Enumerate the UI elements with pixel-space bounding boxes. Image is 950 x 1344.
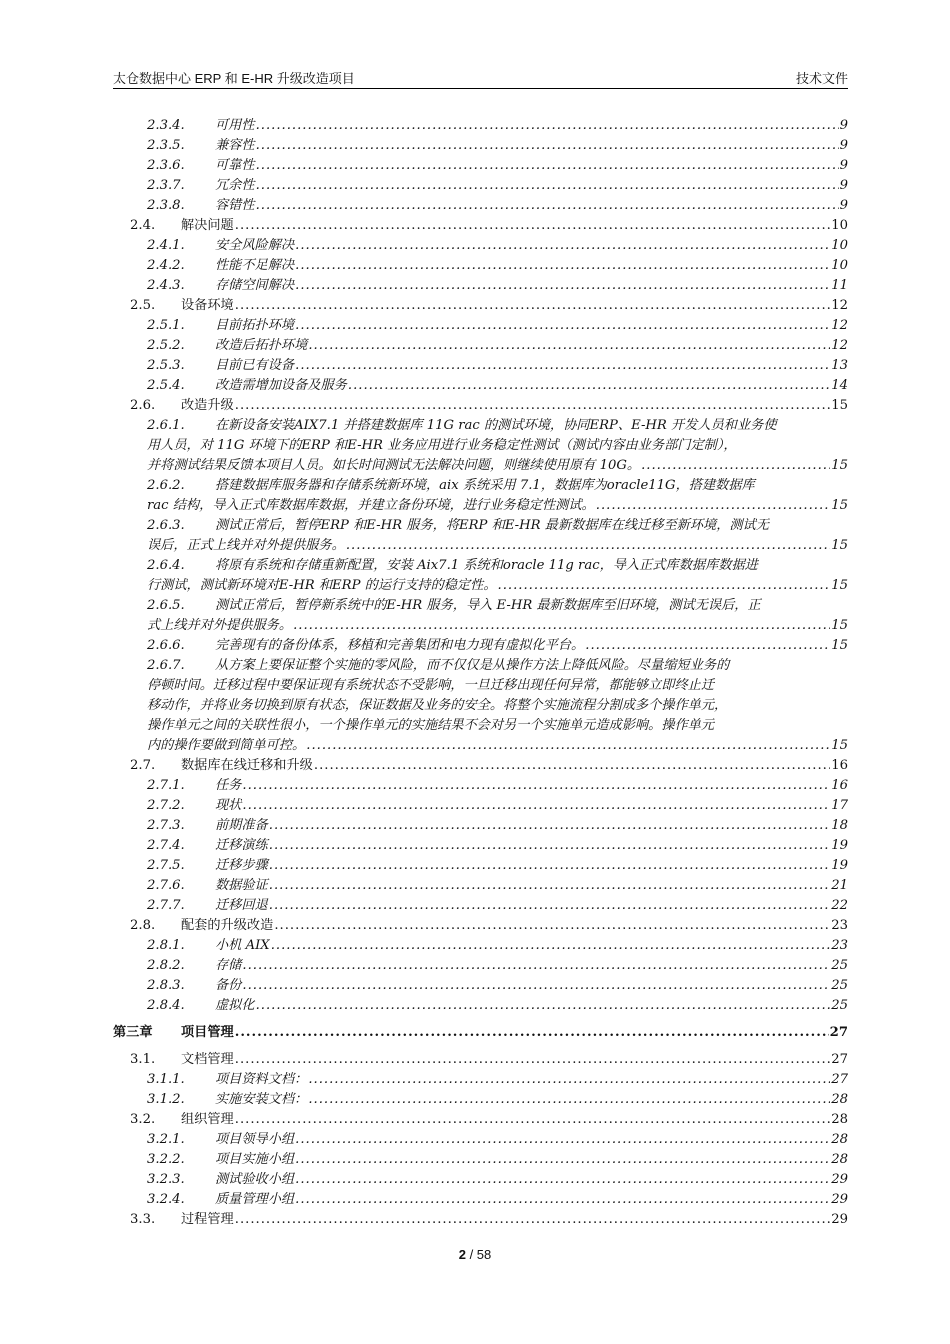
toc-entry-page: 25 <box>831 998 848 1013</box>
toc-entry-page: 28 <box>831 1112 848 1127</box>
toc-entry[interactable] <box>113 356 848 376</box>
page-number-total: 58 <box>476 1247 492 1262</box>
toc-leader-dots <box>256 156 839 176</box>
toc-leader-dots <box>256 116 839 136</box>
toc-entry[interactable] <box>113 1130 848 1150</box>
toc-entry-page: 28 <box>831 1132 848 1147</box>
toc-entry-number: 2.7.6. <box>147 878 185 893</box>
toc-entry-page: 15 <box>831 738 848 753</box>
toc-entry-page: 9 <box>839 198 848 213</box>
toc-entry-number: 2.6. <box>130 398 156 413</box>
toc-entry-title: 存储 <box>215 958 242 973</box>
toc-leader-dots <box>274 916 830 936</box>
toc-entry-page: 29 <box>831 1212 848 1227</box>
toc-entry-page: 17 <box>831 798 848 813</box>
toc-entry[interactable] <box>113 176 848 196</box>
toc-entry-number: 2.4.2. <box>147 258 185 273</box>
toc-entry-title-line: 将原有系统和存储重新配置，安装 Aix7.1 系统和oracle 11g rac，导入正式库数据库数据进 <box>215 558 758 573</box>
toc-entry-title: 前期准备 <box>215 818 268 833</box>
toc-leader-dots <box>295 1190 830 1210</box>
toc-entry-title-line: 在新设备安装AIX7.1 并搭建数据库 11G rac 的测试环境，协同ERP、E-HR 开发人员和业务使 <box>215 418 777 433</box>
toc-entry-page: 16 <box>831 778 848 793</box>
toc-leader-dots <box>348 376 830 396</box>
toc-leader-dots <box>314 756 830 776</box>
toc-entry-title: 虚拟化 <box>215 998 255 1013</box>
toc-entry-title: 存储空间解决 <box>215 278 295 293</box>
toc-entry-number: 2.3.8. <box>147 198 185 213</box>
toc-leader-dots <box>295 1150 830 1170</box>
toc-leader-dots <box>585 636 830 656</box>
toc-entry-page: 19 <box>831 838 848 853</box>
toc-entry-page: 9 <box>839 158 848 173</box>
toc-leader-dots <box>235 296 830 316</box>
toc-entry[interactable] <box>113 596 848 636</box>
toc-leader-dots <box>256 136 839 156</box>
toc-entry-number: 2.3.5. <box>147 138 185 153</box>
toc-entry-number: 2.6.5. <box>147 598 185 613</box>
toc-leader-dots <box>271 936 831 956</box>
toc-leader-dots <box>256 176 839 196</box>
toc-entry-title: 迁移回退 <box>215 898 268 913</box>
toc-entry-title: 测试验收小组 <box>215 1172 295 1187</box>
toc-entry-title: 项目管理 <box>181 1025 234 1040</box>
toc-entry-page: 14 <box>831 378 848 393</box>
toc-entry[interactable] <box>113 916 848 936</box>
toc-leader-dots <box>269 876 830 896</box>
toc-entry[interactable] <box>113 116 848 136</box>
toc-leader-dots <box>269 816 830 836</box>
toc-entry-title: 改造升级 <box>181 398 234 413</box>
toc-entry-title: 项目实施小组 <box>215 1152 295 1167</box>
toc-entry-page: 23 <box>831 938 848 953</box>
toc-entry[interactable] <box>113 156 848 176</box>
toc-entry[interactable] <box>113 996 848 1016</box>
toc-entry-number: 2.8.4. <box>147 998 185 1013</box>
toc-entry-title: 实施安装文档： <box>215 1092 308 1107</box>
toc-entry-number: 3.2.3. <box>147 1172 185 1187</box>
toc-entry[interactable] <box>113 1023 848 1043</box>
toc-leader-dots <box>308 336 830 356</box>
toc-entry-title: 冗余性 <box>215 178 255 193</box>
toc-leader-dots <box>235 1023 829 1043</box>
toc-entry-title: 改造需增加设备及服务 <box>215 378 347 393</box>
toc-entry-number: 3.1.2. <box>147 1092 185 1107</box>
toc-entry[interactable] <box>113 1090 848 1110</box>
toc-leader-dots <box>242 776 830 796</box>
toc-entry-page: 27 <box>829 1025 848 1040</box>
page-number-separator: / <box>465 1247 477 1262</box>
toc-entry-number: 3.1. <box>130 1052 156 1067</box>
toc-entry-title: 现状 <box>215 798 242 813</box>
toc-entry-number: 2.7.5. <box>147 858 185 873</box>
toc-leader-dots <box>256 996 831 1016</box>
toc-leader-dots <box>641 456 830 476</box>
toc-entry[interactable] <box>113 296 848 316</box>
toc-entry[interactable] <box>113 896 848 916</box>
toc-entry[interactable] <box>113 656 848 756</box>
toc-entry-title: 解决问题 <box>181 218 234 233</box>
toc-entry-page: 27 <box>831 1072 848 1087</box>
page-number-current: 2 <box>458 1247 466 1262</box>
toc-leader-dots <box>242 976 830 996</box>
toc-entry-title: 容错性 <box>215 198 255 213</box>
toc-entry[interactable] <box>113 836 848 856</box>
toc-entry-number: 2.5.4. <box>147 378 185 393</box>
toc-entry-number: 2.5.2. <box>147 338 185 353</box>
toc-leader-dots <box>235 1050 830 1070</box>
toc-entry-page: 9 <box>839 118 848 133</box>
toc-leader-dots <box>498 576 831 596</box>
toc-entry-number: 2.6.6. <box>147 638 185 653</box>
toc-entry-title-line: rac 结构，导入正式库数据库数据，并建立备份环境，进行业务稳定性测试。 <box>147 498 595 513</box>
toc-entry-title: 安全风险解决 <box>215 238 295 253</box>
toc-entry-number: 2.6.7. <box>147 658 185 673</box>
toc-entry[interactable] <box>113 256 848 276</box>
toc-entry[interactable] <box>113 216 848 236</box>
toc-entry-number: 2.8.2. <box>147 958 185 973</box>
toc-entry-number: 2.7.4. <box>147 838 185 853</box>
toc-entry[interactable] <box>113 1170 848 1190</box>
toc-leader-dots <box>295 356 830 376</box>
toc-entry-title: 组织管理 <box>181 1112 234 1127</box>
toc-entry-title: 完善现有的备份体系，移植和完善集团和电力现有虚拟化平台。 <box>215 638 585 653</box>
toc-entry[interactable] <box>113 1190 848 1210</box>
toc-entry[interactable] <box>113 1150 848 1170</box>
toc-entry-title: 可靠性 <box>215 158 255 173</box>
toc-leader-dots <box>235 1110 830 1130</box>
toc-entry-title: 可用性 <box>215 118 255 133</box>
toc-entry-title-line: 移动作，并将业务切换到原有状态，保证数据及业务的安全。将整个实施流程分割成多个操作单元， <box>147 698 728 713</box>
toc-entry[interactable] <box>113 1070 848 1090</box>
toc-entry[interactable] <box>113 936 848 956</box>
toc-entry-page: 9 <box>839 138 848 153</box>
toc-entry-page: 15 <box>831 618 848 633</box>
toc-entry-title: 项目资料文档： <box>215 1072 308 1087</box>
toc-entry-title-line: 内的操作要做到简单可控。 <box>147 738 306 753</box>
toc-entry-page: 18 <box>831 818 848 833</box>
header-doc-type: 技术文件 <box>795 71 848 86</box>
toc-entry[interactable] <box>113 1110 848 1130</box>
toc-entry[interactable] <box>113 316 848 336</box>
toc-entry[interactable] <box>113 636 848 656</box>
toc-entry-page: 10 <box>831 258 848 273</box>
toc-entry-page: 28 <box>831 1092 848 1107</box>
toc-entry-title: 改造后拓扑环境 <box>215 338 308 353</box>
toc-entry-page: 25 <box>831 978 848 993</box>
toc-entry-number: 2.4.3. <box>147 278 185 293</box>
toc-leader-dots <box>295 256 830 276</box>
toc-entry[interactable] <box>113 376 848 396</box>
toc-leader-dots <box>295 1170 830 1190</box>
toc-entry-page: 15 <box>831 578 848 593</box>
toc-entry-title: 迁移步骤 <box>215 858 268 873</box>
toc-entry[interactable] <box>113 196 848 216</box>
toc-leader-dots <box>295 1130 830 1150</box>
toc-entry-page: 13 <box>831 358 848 373</box>
toc-entry-page: 22 <box>831 898 848 913</box>
toc-leader-dots <box>295 276 830 296</box>
toc-entry-title: 设备环境 <box>181 298 234 313</box>
toc-entry[interactable] <box>113 856 848 876</box>
toc-entry-title: 过程管理 <box>181 1212 234 1227</box>
toc-entry-title: 配套的升级改造 <box>181 918 274 933</box>
toc-entry-page: 12 <box>831 298 848 313</box>
toc-leader-dots <box>346 536 830 556</box>
toc-entry-number: 2.8.1. <box>147 938 185 953</box>
toc-entry-number: 3.2.1. <box>147 1132 185 1147</box>
toc-entry-title-line: 停顿时间。迁移过程中要保证现有系统状态不受影响，一旦迁移出现任何异常，都能够立即终止迁 <box>147 678 715 693</box>
toc-entry-title-line: 操作单元之间的关联性很小，一个操作单元的实施结果不会对另一个实施单元造成影响。操作单元 <box>147 718 715 733</box>
toc-entry-page: 12 <box>831 318 848 333</box>
toc-entry-number: 第三章 <box>113 1025 153 1040</box>
toc-entry-title: 数据库在线迁移和升级 <box>181 758 313 773</box>
toc-entry[interactable] <box>113 876 848 896</box>
toc-entry-title: 质量管理小组 <box>215 1192 295 1207</box>
toc-leader-dots <box>256 196 839 216</box>
toc-entry-number: 2.6.2. <box>147 478 185 493</box>
page-header <box>113 66 848 89</box>
toc-entry-title: 小机 AIX <box>215 938 270 953</box>
toc-entry-page: 12 <box>831 338 848 353</box>
toc-entry-title-line: 用人员，对 11G 环境下的ERP 和E-HR 业务应用进行业务稳定性测试（测试内容由业务部门定制）， <box>147 438 737 453</box>
toc-entry-page: 16 <box>831 758 848 773</box>
toc-entry-page: 15 <box>831 498 848 513</box>
toc-entry-page: 19 <box>831 858 848 873</box>
toc-entry-number: 2.3.6. <box>147 158 185 173</box>
toc-entry-title: 文档管理 <box>181 1052 234 1067</box>
toc-entry-title-line: 搭建数据库服务器和存储系统新环境，aix 系统采用 7.1，数据库为oracle11G，搭建数据库 <box>215 478 755 493</box>
toc-leader-dots <box>293 616 830 636</box>
toc-leader-dots <box>306 736 830 756</box>
toc-entry-page: 29 <box>831 1192 848 1207</box>
toc-entry-number: 3.3. <box>130 1212 156 1227</box>
toc-entry-page: 15 <box>831 538 848 553</box>
toc-entry-number: 2.8.3. <box>147 978 185 993</box>
toc-entry[interactable] <box>113 516 848 556</box>
toc-entry[interactable] <box>113 416 848 476</box>
toc-entry-title-line: 测试正常后，暂停ERP 和E-HR 服务，将ERP 和E-HR 最新数据库在线迁移至新环境，测试无 <box>215 518 769 533</box>
toc-entry-title-line: 从方案上要保证整个实施的零风险，而不仅仅是从操作方法上降低风险。尽量缩短业务的 <box>215 658 730 673</box>
header-project-title: 太仓数据中心 ERP 和 E-HR 升级改造项目 <box>113 71 355 86</box>
toc-entry-number: 2.6.3. <box>147 518 185 533</box>
toc-entry-page: 15 <box>831 638 848 653</box>
toc-entry-number: 2.7.1. <box>147 778 185 793</box>
toc-entry[interactable] <box>113 796 848 816</box>
toc-entry[interactable] <box>113 136 848 156</box>
toc-entry-title-line: 行测试，测试新环境对E-HR 和ERP 的运行支持的稳定性。 <box>147 578 497 593</box>
toc-entry-page: 10 <box>831 218 848 233</box>
toc-entry-title-line: 式上线并对外提供服务。 <box>147 618 293 633</box>
toc-entry-number: 2.7.2. <box>147 798 185 813</box>
toc-entry-page: 29 <box>831 1172 848 1187</box>
toc-entry[interactable] <box>113 956 848 976</box>
toc-entry-title: 目前拓扑环境 <box>215 318 295 333</box>
toc-entry-number: 2.5.3. <box>147 358 185 373</box>
toc-entry-number: 2.7.3. <box>147 818 185 833</box>
toc-leader-dots <box>295 236 830 256</box>
toc-entry-page: 27 <box>831 1052 848 1067</box>
toc-entry-number: 2.3.7. <box>147 178 185 193</box>
toc-entry[interactable] <box>113 756 848 776</box>
toc-entry[interactable] <box>113 1050 848 1070</box>
toc-entry[interactable] <box>113 396 848 416</box>
toc-entry-number: 2.5. <box>130 298 156 313</box>
toc-entry-number: 2.6.1. <box>147 418 185 433</box>
toc-entry-page: 11 <box>831 278 848 293</box>
page-footer <box>0 1247 950 1262</box>
toc-leader-dots <box>269 896 830 916</box>
toc-leader-dots <box>242 956 830 976</box>
toc-entry-title-line: 并将测试结果反馈本项目人员。如长时间测试无法解决问题，则继续使用原有 10G。 <box>147 458 641 473</box>
toc-entry-page: 10 <box>831 238 848 253</box>
toc-entry-title: 任务 <box>215 778 242 793</box>
toc-leader-dots <box>269 856 830 876</box>
toc-entry-number: 3.2.4. <box>147 1192 185 1207</box>
toc-entry[interactable] <box>113 236 848 256</box>
toc-entry[interactable] <box>113 976 848 996</box>
toc-entry[interactable] <box>113 816 848 836</box>
toc-leader-dots <box>308 1070 830 1090</box>
toc-entry-page: 25 <box>831 958 848 973</box>
toc-leader-dots <box>295 316 830 336</box>
toc-entry-number: 2.7.7. <box>147 898 185 913</box>
toc-entry-number: 3.1.1. <box>147 1072 185 1087</box>
toc-entry-number: 2.7. <box>130 758 156 773</box>
toc-entry-page: 9 <box>839 178 848 193</box>
toc-entry-number: 3.2. <box>130 1112 156 1127</box>
toc-entry-title: 性能不足解决 <box>215 258 295 273</box>
toc-leader-dots <box>308 1090 830 1110</box>
toc-entry-title: 兼容性 <box>215 138 255 153</box>
toc-leader-dots <box>235 216 830 236</box>
toc-entry-title-line: 测试正常后，暂停新系统中的E-HR 服务，导入 E-HR 最新数据库至旧环境，测试无误后，正 <box>215 598 761 613</box>
toc-entry-page: 28 <box>831 1152 848 1167</box>
toc-leader-dots <box>596 496 830 516</box>
toc-entry-title: 数据验证 <box>215 878 268 893</box>
toc-entry-title: 迁移演练 <box>215 838 268 853</box>
toc-entry-page: 23 <box>831 918 848 933</box>
toc-entry[interactable] <box>113 336 848 356</box>
toc-entry-title: 备份 <box>215 978 242 993</box>
toc-entry-number: 2.8. <box>130 918 156 933</box>
toc-leader-dots <box>269 836 830 856</box>
toc-entry-page: 15 <box>831 458 848 473</box>
toc-entry-page: 15 <box>831 398 848 413</box>
toc-entry-number: 2.3.4. <box>147 118 185 133</box>
toc-leader-dots <box>235 396 830 416</box>
toc-entry-number: 2.4. <box>130 218 156 233</box>
toc-entry[interactable] <box>113 476 848 516</box>
toc-entry-title-line: 误后，正式上线并对外提供服务。 <box>147 538 345 553</box>
toc-entry-number: 2.4.1. <box>147 238 185 253</box>
toc-entry[interactable] <box>113 276 848 296</box>
toc-entry[interactable] <box>113 556 848 596</box>
toc-entry[interactable] <box>113 776 848 796</box>
toc-leader-dots <box>242 796 830 816</box>
toc-entry-title: 目前已有设备 <box>215 358 295 373</box>
toc-entry-number: 3.2.2. <box>147 1152 185 1167</box>
toc-entry[interactable] <box>113 1210 848 1230</box>
toc-entry-page: 21 <box>831 878 848 893</box>
toc-entry-number: 2.6.4. <box>147 558 185 573</box>
toc-entry-number: 2.5.1. <box>147 318 185 333</box>
toc-leader-dots <box>235 1210 830 1230</box>
table-of-contents <box>113 116 848 1230</box>
toc-entry-title: 项目领导小组 <box>215 1132 295 1147</box>
